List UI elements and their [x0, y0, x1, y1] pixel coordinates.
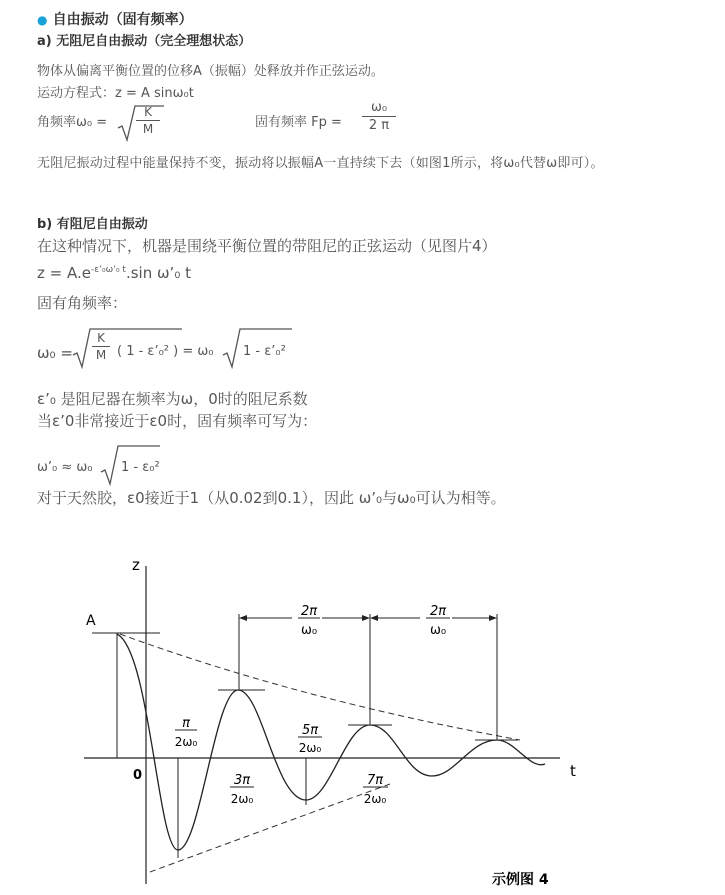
- eq-damped: $z = A.e^{-\varepsilon’_0\omega’_0 t}.\sin$ ω’₀ t: [37, 264, 191, 282]
- nat-freq-label: 固有频率 Fp =: [255, 115, 342, 130]
- pi-den: 2ω₀: [174, 735, 198, 749]
- note-a: 无阻尼振动过程中能量保持不变，振动将以振幅A一直持续下去（如图1所示，将ω₀代替ω即可）。: [37, 156, 604, 171]
- seven-pi-den: 2ω₀: [363, 792, 387, 806]
- sqrt-fraction: [136, 105, 160, 136]
- label-z: z: [132, 556, 140, 574]
- nat-angular-label: 固有角频率：: [37, 294, 128, 312]
- f1-fraction: [92, 331, 110, 362]
- desc-b: 在这种情况下，机器是围绕平衡位置的带阻尼的正弦运动（见图片4）: [37, 237, 497, 255]
- eq-motion: 运动方程式：z = A sinω₀t: [37, 86, 194, 101]
- arrow-head: [489, 615, 497, 621]
- fp-fraction: [362, 100, 396, 133]
- heading-a: a) 无阻尼自由振动（完全理想状态）: [37, 34, 252, 49]
- f2-lhs: ω’₀ ≈ ω₀: [37, 460, 93, 475]
- period1-num: 2π: [300, 604, 318, 619]
- sqrt-num: K: [144, 105, 152, 119]
- three-pi-den: 2ω₀: [230, 792, 254, 806]
- angular-freq-label: 角频率ω₀ =: [37, 115, 108, 130]
- period1-den: ω₀: [300, 623, 318, 638]
- five-pi-num: 5π: [301, 723, 319, 738]
- f1-tail: 1 - ε’₀²: [243, 344, 286, 359]
- label-t: t: [570, 762, 576, 780]
- lower-envelope: [150, 784, 390, 872]
- f1-den: M: [95, 348, 107, 362]
- bullet-icon: ●: [37, 13, 48, 27]
- f1-num: K: [97, 331, 105, 345]
- label-A: A: [86, 613, 96, 629]
- heading-b: b) 有阻尼自由振动: [37, 217, 148, 232]
- figure-caption: 示例图 4: [492, 872, 549, 888]
- label-0: 0: [133, 768, 143, 783]
- desc-a: 物体从偏离平衡位置的位移A（振幅）处释放并作正弦运动。: [37, 64, 384, 79]
- seven-pi-num: 7π: [366, 773, 384, 788]
- pi-num: π: [182, 716, 190, 731]
- fp-num: ω₀: [370, 100, 388, 115]
- section-title: ● 自由振动（固有频率）: [37, 12, 193, 28]
- period2-num: 2π: [429, 604, 447, 619]
- final-note: 对于天然胶，ε0接近于1（从0.02到0.1），因此 ω’₀与ω₀可认为相等。: [37, 489, 506, 507]
- f1-mid: ( 1 - ε’₀² ) = ω₀: [117, 344, 214, 359]
- three-pi-num: 3π: [233, 773, 251, 788]
- arrow-head: [362, 615, 370, 621]
- f1-lhs: ω₀ =: [37, 344, 73, 362]
- f2-tail: 1 - ε₀²: [121, 460, 160, 475]
- def1: ε’₀ 是阻尼器在频率为ω，0时的阻尼系数: [37, 390, 308, 408]
- five-pi-den: 2ω₀: [298, 741, 322, 755]
- upper-envelope: [120, 634, 520, 740]
- arrow-head: [370, 615, 378, 621]
- fp-den: 2 π: [368, 118, 390, 133]
- damped-vibration-figure: [0, 540, 725, 895]
- arrow-head: [239, 615, 247, 621]
- def2: 当ε’0非常接近于ε0时，固有频率可写为：: [37, 412, 318, 430]
- sqrt-den: M: [142, 122, 154, 136]
- period2-den: ω₀: [429, 623, 447, 638]
